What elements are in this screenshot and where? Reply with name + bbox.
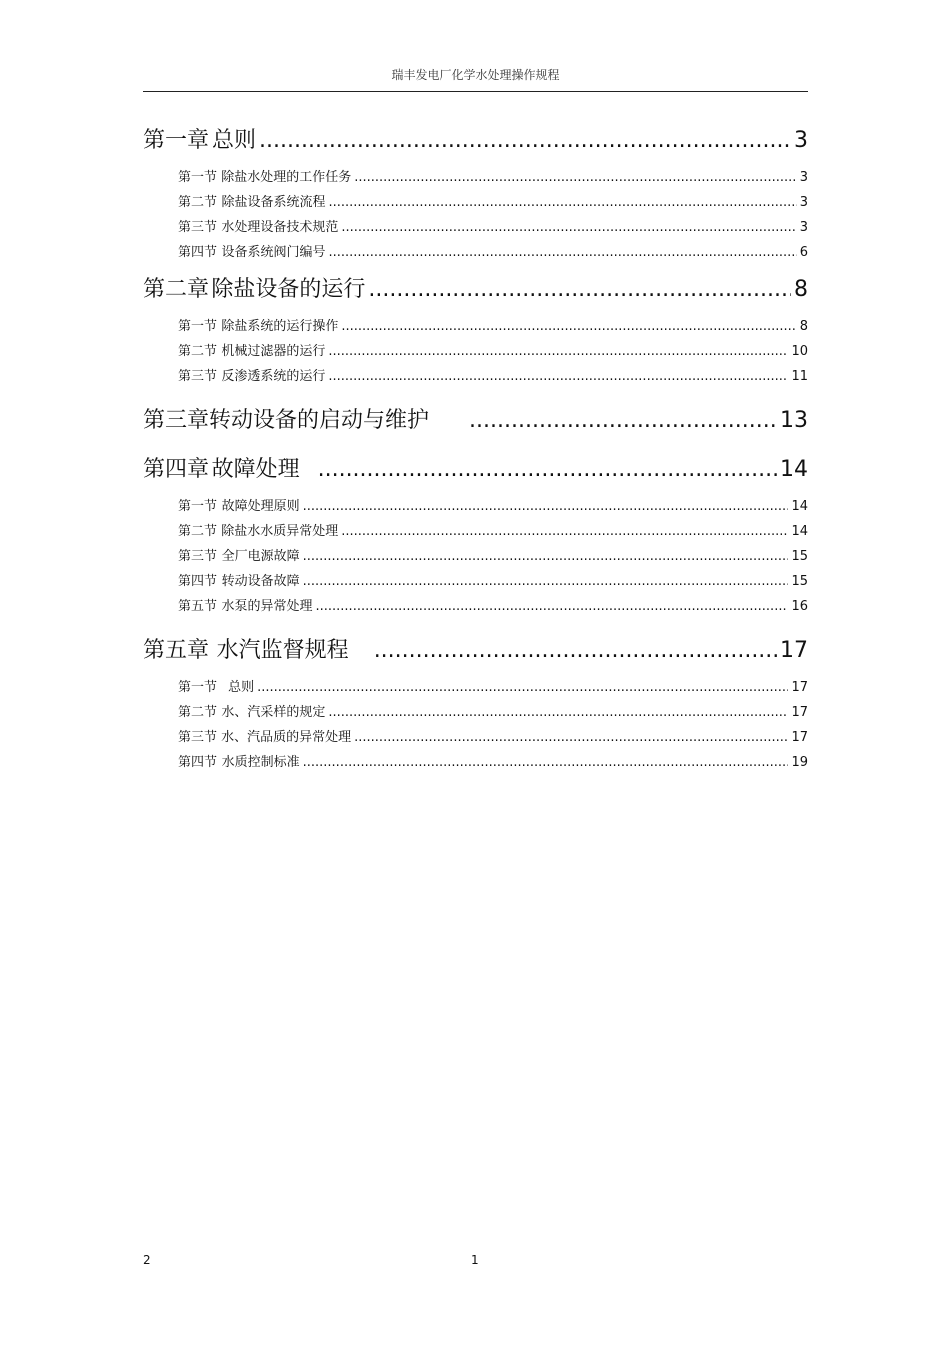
section-page: 11 — [791, 369, 808, 384]
chapter-page: 17 — [780, 638, 808, 663]
toc-section-5-3[interactable] — [143, 725, 808, 750]
toc-section-2-2[interactable] — [143, 339, 808, 364]
section-page: 19 — [791, 755, 808, 770]
toc-section-5-2[interactable] — [143, 700, 808, 725]
toc-section-1-3[interactable] — [143, 215, 808, 240]
dot-leader — [318, 453, 777, 487]
section-page: 10 — [791, 344, 808, 359]
section-title: 除盐水处理的工作任务 — [221, 170, 352, 185]
section-number: 第二节 — [178, 705, 218, 720]
section-number: 第一节 — [178, 499, 218, 514]
section-page: 17 — [791, 705, 808, 720]
chapter-number: 第五章 — [143, 638, 210, 663]
dot-leader — [341, 314, 796, 339]
section-page: 3 — [799, 170, 808, 185]
toc-section-4-3[interactable] — [143, 544, 808, 569]
page-header-title: 瑞丰发电厂化学水处理操作规程 — [391, 68, 560, 82]
section-title: 除盐水水质异常处理 — [221, 524, 339, 539]
section-number: 第二节 — [178, 195, 218, 210]
toc-chapter-3[interactable] — [143, 404, 808, 438]
dot-leader — [303, 569, 789, 594]
dot-leader — [354, 725, 788, 750]
section-title: 转动设备故障 — [221, 574, 300, 589]
toc-section-4-1[interactable] — [143, 494, 808, 519]
section-title: 全厂电源故障 — [221, 549, 300, 564]
dot-leader — [374, 634, 777, 668]
section-number: 第一节 — [178, 170, 218, 185]
dot-leader — [316, 594, 789, 619]
section-number: 第一节 — [178, 319, 218, 334]
toc-section-4-4[interactable] — [143, 569, 808, 594]
section-page: 14 — [791, 499, 808, 514]
section-page: 6 — [799, 245, 808, 260]
section-number: 第四节 — [178, 574, 218, 589]
chapter-title: 故障处理 — [211, 457, 300, 482]
chapter-page: 13 — [780, 408, 808, 433]
section-number: 第三节 — [178, 369, 218, 384]
table-of-contents — [143, 118, 808, 775]
section-page: 8 — [799, 319, 808, 334]
dot-leader — [303, 544, 789, 569]
toc-section-2-1[interactable] — [143, 314, 808, 339]
chapter-page: 8 — [794, 277, 808, 302]
section-number: 第二节 — [178, 344, 218, 359]
section-page: 3 — [799, 195, 808, 210]
section-title: 故障处理原则 — [221, 499, 300, 514]
dot-leader — [341, 519, 788, 544]
dot-leader — [341, 215, 796, 240]
chapter-page: 14 — [780, 457, 808, 482]
section-number: 第一节 — [178, 680, 218, 695]
toc-chapter-1[interactable] — [143, 124, 808, 158]
dot-leader — [259, 124, 791, 158]
footer-left-number: 2 — [143, 1253, 151, 1267]
section-number: 第三节 — [178, 730, 218, 745]
dot-leader — [469, 404, 777, 438]
dot-leader — [328, 190, 796, 215]
section-number: 第三节 — [178, 549, 218, 564]
footer-page-number: 1 — [471, 1253, 479, 1267]
section-title: 反渗透系统的运行 — [221, 369, 326, 384]
chapter-number: 第二章 — [143, 277, 210, 302]
toc-section-1-4[interactable] — [143, 240, 808, 265]
section-page: 15 — [791, 574, 808, 589]
section-title: 机械过滤器的运行 — [221, 344, 326, 359]
toc-section-4-5[interactable] — [143, 594, 808, 619]
section-title: 水处理设备技术规范 — [221, 220, 339, 235]
dot-leader — [328, 700, 788, 725]
header-divider — [143, 91, 808, 92]
toc-chapter-2[interactable] — [143, 273, 808, 307]
section-number: 第四节 — [178, 755, 218, 770]
toc-section-5-1[interactable] — [143, 675, 808, 700]
section-page: 16 — [791, 599, 808, 614]
chapter-title: 转动设备的启动与维护 — [209, 408, 430, 433]
section-title: 水、汽采样的规定 — [221, 705, 326, 720]
chapter-title: 除盐设备的运行 — [211, 277, 366, 302]
section-title: 水泵的异常处理 — [221, 599, 313, 614]
chapter-number: 第三章 — [143, 408, 210, 433]
toc-chapter-5[interactable] — [143, 634, 808, 668]
section-title: 设备系统阀门编号 — [221, 245, 326, 260]
section-title: 总则 — [228, 680, 255, 695]
section-number: 第四节 — [178, 245, 218, 260]
toc-section-4-2[interactable] — [143, 519, 808, 544]
dot-leader — [368, 273, 791, 307]
section-title: 水质控制标准 — [221, 755, 300, 770]
toc-section-1-1[interactable] — [143, 165, 808, 190]
chapter-number: 第一章 — [143, 128, 210, 153]
chapter-title: 总则 — [211, 128, 256, 153]
toc-chapter-4[interactable] — [143, 453, 808, 487]
dot-leader — [328, 339, 788, 364]
toc-section-2-3[interactable] — [143, 364, 808, 389]
toc-section-5-4[interactable] — [143, 750, 808, 775]
toc-section-1-2[interactable] — [143, 190, 808, 215]
dot-leader — [354, 165, 797, 190]
dot-leader — [303, 750, 789, 775]
section-number: 第五节 — [178, 599, 218, 614]
chapter-title: 水汽监督规程 — [216, 638, 349, 663]
section-page: 15 — [791, 549, 808, 564]
section-page: 17 — [791, 680, 808, 695]
dot-leader — [328, 364, 788, 389]
section-title: 除盐设备系统流程 — [221, 195, 326, 210]
section-title: 除盐系统的运行操作 — [221, 319, 339, 334]
dot-leader — [257, 675, 788, 700]
section-page: 3 — [799, 220, 808, 235]
chapter-number: 第四章 — [143, 457, 210, 482]
section-number: 第三节 — [178, 220, 218, 235]
section-title: 水、汽品质的异常处理 — [221, 730, 352, 745]
section-number: 第二节 — [178, 524, 218, 539]
dot-leader — [303, 494, 789, 519]
chapter-page: 3 — [794, 128, 808, 153]
dot-leader — [328, 240, 796, 265]
section-page: 14 — [791, 524, 808, 539]
section-page: 17 — [791, 730, 808, 745]
